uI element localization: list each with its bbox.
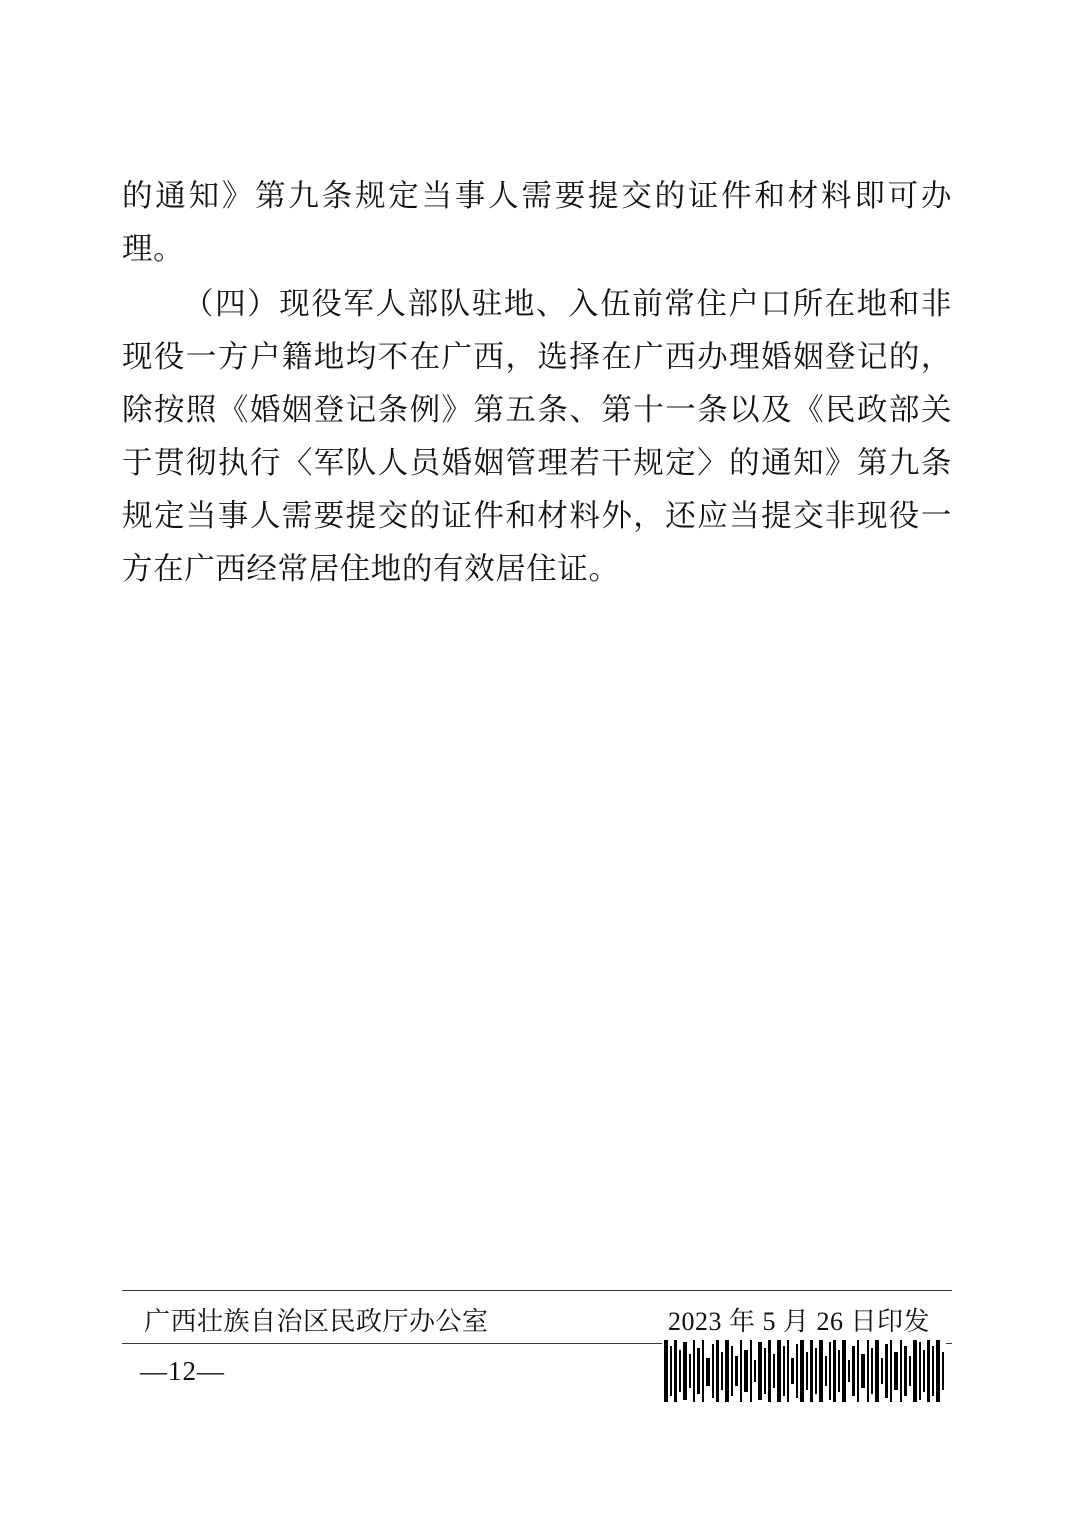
footer — [122, 1296, 952, 1342]
paragraph-2: （四）现役军人部队驻地、入伍前常住户口所在地和非现役一方户籍地均不在广西，选择在广西办理婚姻登记的，除按照《婚姻登记条例》第五条、第十一条以及《民政部关于贯彻执行〈军队人员婚姻管理若干规定〉的通知》第九条规定当事人需要提交的证件和材料外，还应当提交非现役一方在广西经常居住地的有效居住证。 — [122, 287, 952, 586]
footer-issue-date: 2023 年 5 月 26 日印发 — [667, 1306, 930, 1336]
page-number: —12— — [140, 1356, 225, 1386]
footer-top-divider — [122, 1290, 952, 1291]
barcode-image — [662, 1340, 946, 1402]
paragraph-1: 的通知》第九条规定当事人需要提交的证件和材料即可办理。 — [122, 179, 952, 266]
document-body — [122, 170, 952, 596]
footer-issuer: 广西壮族自治区民政厅办公室 — [144, 1306, 489, 1336]
